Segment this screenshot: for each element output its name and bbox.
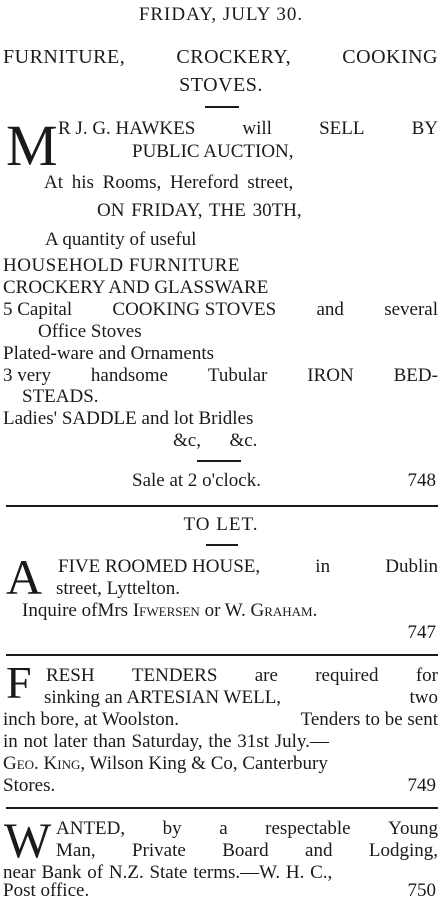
ad3-line3	[3, 709, 438, 731]
name-ifwersen: Ifwersen	[132, 600, 200, 621]
ad4-ref-number: 750	[407, 880, 436, 901]
ad1-day-line: ON FRIDAY, THE 30TH,	[97, 200, 302, 221]
ad4-line3: near Bank of N.Z. State terms.—W. H. C.,	[3, 862, 333, 883]
ad1-sale-time: Sale at 2 o'clock.	[132, 470, 261, 491]
ad3-line2	[44, 687, 438, 709]
item-word: IRON	[307, 365, 354, 386]
ad-word: Board	[222, 840, 269, 861]
ad-word: Dublin	[385, 556, 438, 577]
item-word: 3 very	[3, 365, 52, 386]
ad-word: ANTED,	[56, 818, 126, 839]
ad-word: sinking an ARTESIAN WELL,	[44, 687, 282, 708]
ad-word: are	[254, 665, 278, 686]
ad-word: FIVE ROOMED HOUSE,	[58, 556, 261, 577]
ad-word: RESH	[46, 665, 95, 686]
ad1-intro-line2: PUBLIC AUCTION,	[132, 141, 294, 162]
ad1-item-crockery: CROCKERY AND GLASSWARE	[3, 277, 269, 298]
ad2-heading: TO LET.	[183, 514, 259, 535]
ad2-line2: street, Lyttelton.	[56, 578, 181, 599]
drop-cap-f: F	[6, 657, 32, 708]
name-geo-king: Geo. King	[3, 753, 81, 774]
ad1-item-saddle: Ladies' SADDLE and lot Bridles	[3, 408, 254, 429]
ad-word: Young	[388, 818, 438, 839]
ad-word: respectable	[265, 818, 351, 839]
item-word: BED-	[393, 365, 438, 386]
heading-word: CROCKERY,	[176, 46, 292, 68]
short-rule	[206, 544, 238, 546]
column-rule	[6, 807, 438, 809]
ad1-item-plated: Plated-ware and Ornaments	[3, 343, 215, 364]
ad1-item-bedsteads-cont: STEADS.	[22, 386, 99, 407]
ad-word: TENDERS	[131, 665, 218, 686]
ad-word: in	[315, 556, 331, 577]
intro-word: will	[242, 118, 272, 139]
intro-word: R J. G. HAWKES	[58, 118, 196, 139]
ad2-ref-number: 747	[407, 622, 436, 643]
ad3-ref-number: 749	[407, 775, 436, 796]
column-rule	[6, 654, 438, 656]
item-word: 5 Capital	[3, 299, 73, 320]
item-word: and	[316, 299, 344, 320]
ad-word: a	[219, 818, 228, 839]
heading-word: COOKING	[342, 46, 438, 68]
drop-cap-a: A	[6, 549, 43, 605]
name-graham: Graham.	[250, 600, 318, 621]
ad3-line6: Stores.	[3, 775, 56, 796]
ad-word: Lodging,	[368, 840, 438, 861]
item-word: COOKING STOVES	[112, 299, 277, 320]
ad-word: for	[415, 665, 438, 686]
drop-cap-w: W	[4, 812, 52, 868]
ad1-qty-line: A quantity of useful	[45, 229, 197, 250]
date-heading: FRIDAY, JULY 30.	[138, 4, 304, 25]
ad3-line1	[46, 665, 438, 687]
short-rule	[197, 460, 241, 462]
ad-word: Private	[131, 840, 186, 861]
ad4-line4: Post office.	[3, 880, 90, 901]
ad3-line5: Geo. King, Wilson King & Co, Canterbury	[3, 753, 328, 774]
item-word: several	[384, 299, 438, 320]
item-word: Tubular	[207, 365, 268, 386]
ad-word: and	[305, 840, 333, 861]
drop-cap-m: M	[6, 113, 58, 178]
ad-word: inch bore, at Woolston.	[3, 709, 179, 730]
ad2-line1	[58, 556, 438, 578]
ad-word: required	[315, 665, 379, 686]
item-word: handsome	[90, 365, 168, 386]
ad1-item-furniture: HOUSEHOLD FURNITURE	[3, 255, 240, 276]
ad1-item-stoves-cont: Office Stoves	[38, 321, 142, 342]
ad4-line1	[56, 818, 438, 840]
ad3-line4: in not later than Saturday, the 31st July.—	[3, 731, 329, 752]
intro-word: SELL	[319, 118, 365, 139]
ad1-etc-line: &c, &c.	[173, 430, 258, 451]
column-rule	[6, 505, 438, 507]
heading-word: FURNITURE,	[3, 46, 126, 68]
short-rule	[205, 106, 239, 108]
ad-word: Tenders to be sent	[300, 709, 438, 730]
intro-word: BY	[411, 118, 438, 139]
ad-word: Man,	[56, 840, 96, 861]
ad1-item-bedsteads	[3, 365, 438, 387]
ad1-item-stoves	[3, 299, 438, 321]
ad1-heading-line1	[3, 46, 438, 68]
ad1-heading-line2: STOVES.	[179, 74, 263, 96]
ad1-rooms-line: At his Rooms, Hereford street,	[44, 172, 294, 193]
ad2-line3: Inquire ofMrs Ifwersen or W. Graham.	[22, 600, 318, 621]
ad1-ref-number: 748	[407, 470, 436, 491]
ad-word: by	[162, 818, 182, 839]
ad4-line2	[56, 840, 438, 862]
ad1-intro-line1	[58, 118, 438, 140]
ad-word: two	[409, 687, 438, 708]
